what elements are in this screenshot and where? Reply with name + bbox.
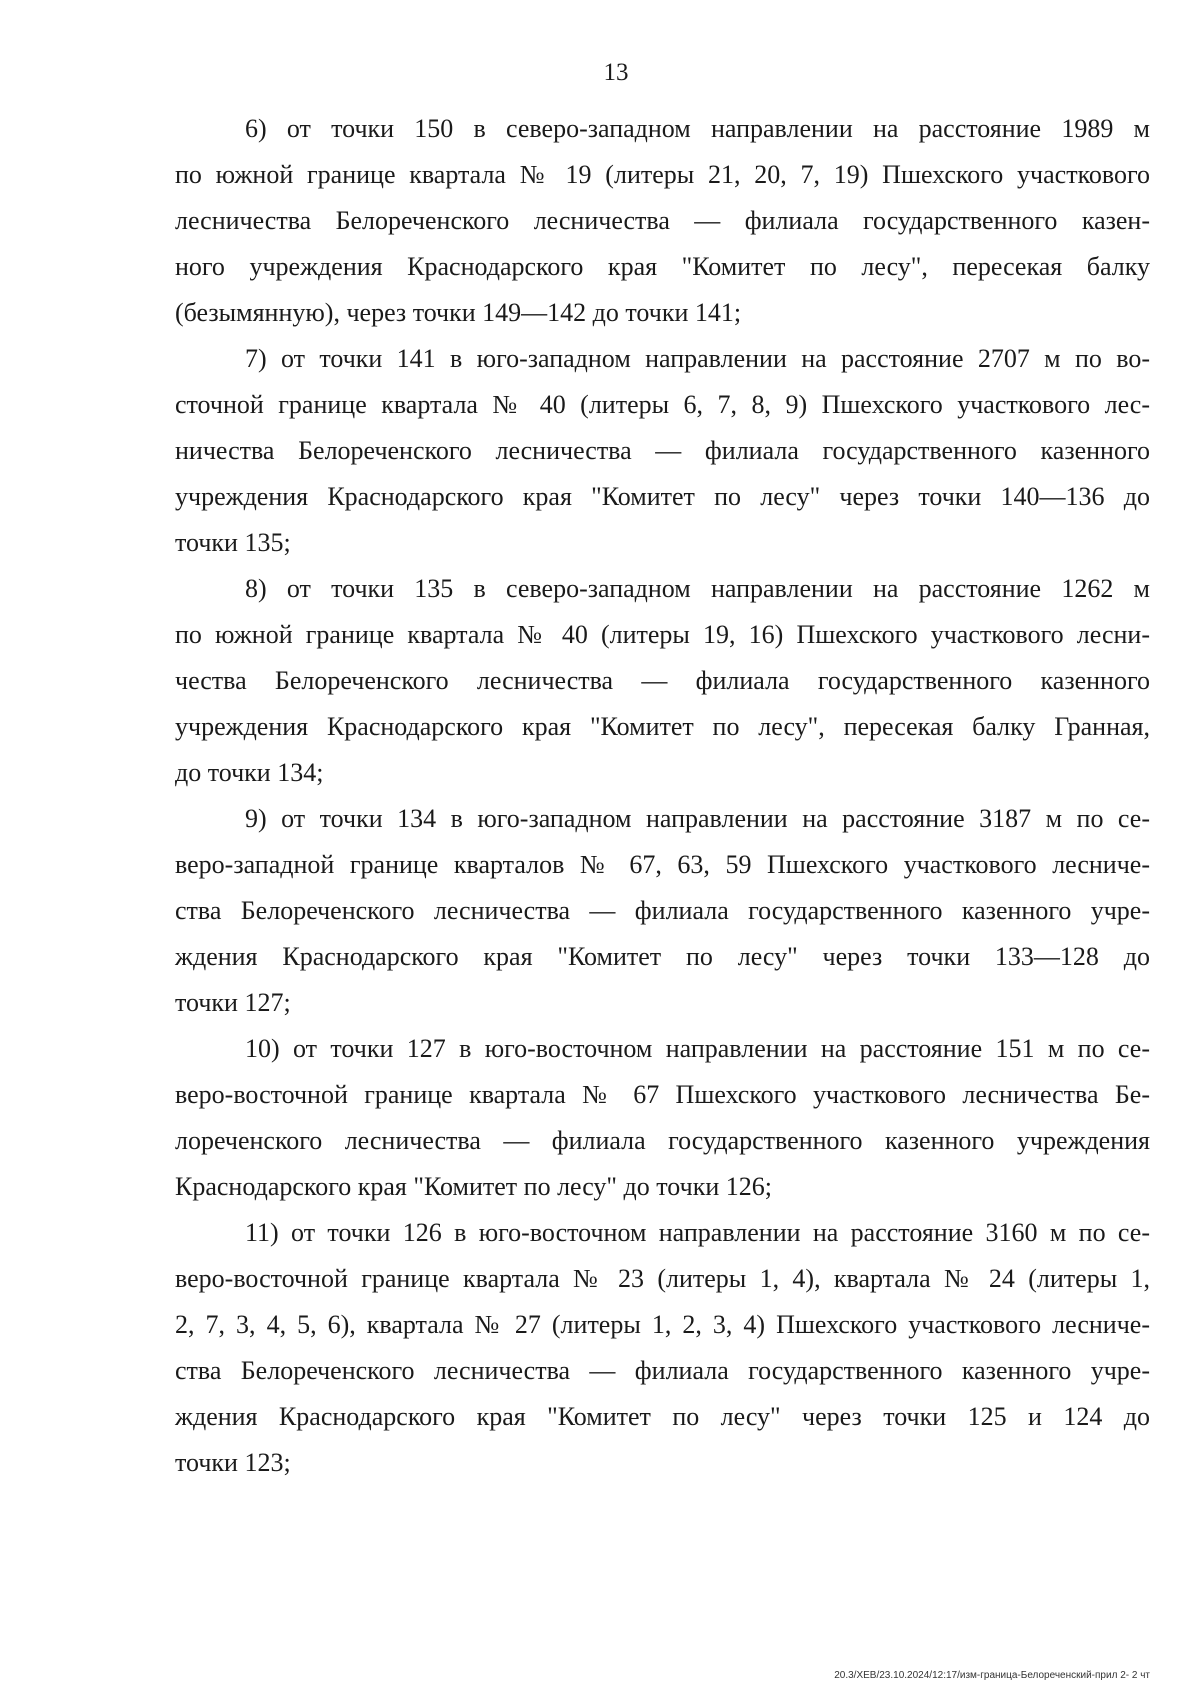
text-line: точки 127; (175, 988, 291, 1017)
text-line: ства Белореченского лесничества — филиала государственного казенного учре- (175, 896, 1150, 925)
text-line: до точки 134; (175, 758, 324, 787)
text-line: 11) от точки 126 в юго-восточном направлении на расстояние 3160 м по се- (245, 1218, 1150, 1247)
text-line: 2, 7, 3, 4, 5, 6), квартала № 27 (литеры 1, 2, 3, 4) Пшехского участкового лесниче- (175, 1310, 1150, 1339)
text-line: учреждения Краснодарского края "Комитет по лесу", пересекая балку Гранная, (175, 712, 1150, 741)
document-body (175, 106, 1150, 1486)
text-line: ждения Краснодарского края "Комитет по лесу" через точки 125 и 124 до (175, 1402, 1150, 1431)
paragraph-8 (175, 566, 1150, 796)
text-line: сточной границе квартала № 40 (литеры 6, 7, 8, 9) Пшехского участкового лес- (175, 390, 1150, 419)
text-line: ного учреждения Краснодарского края "Комитет по лесу", пересекая балку (175, 252, 1150, 281)
text-line: веро-восточной границе квартала № 23 (литеры 1, 4), квартала № 24 (литеры 1, (175, 1264, 1150, 1293)
text-line: ства Белореченского лесничества — филиала государственного казенного учре- (175, 1356, 1150, 1385)
text-line: 9) от точки 134 в юго-западном направлении на расстояние 3187 м по се- (245, 804, 1150, 833)
paragraph-6 (175, 106, 1150, 336)
paragraph-7 (175, 336, 1150, 566)
footer-file-reference: 20.3/ХЕВ/23.10.2024/12:17/изм-граница-Белореченский-прил 2- 2 чт (834, 1670, 1150, 1681)
text-line: точки 123; (175, 1448, 291, 1477)
text-line: веро-западной границе кварталов № 67, 63, 59 Пшехского участкового лесниче- (175, 850, 1150, 879)
paragraph-9 (175, 796, 1150, 1026)
text-line: по южной границе квартала № 19 (литеры 21, 20, 7, 19) Пшехского участкового (175, 160, 1150, 189)
text-line: ничества Белореченского лесничества — филиала государственного казенного (175, 436, 1150, 465)
text-line: ждения Краснодарского края "Комитет по лесу" через точки 133—128 до (175, 942, 1150, 971)
text-line: по южной границе квартала № 40 (литеры 19, 16) Пшехского участкового лесни- (175, 620, 1150, 649)
text-line: 8) от точки 135 в северо-западном направлении на расстояние 1262 м (245, 574, 1150, 603)
text-line: учреждения Краснодарского края "Комитет по лесу" через точки 140—136 до (175, 482, 1150, 511)
paragraph-10 (175, 1026, 1150, 1210)
paragraph-11 (175, 1210, 1150, 1486)
text-line: (безымянную), через точки 149—142 до точки 141; (175, 298, 742, 327)
text-line: лесничества Белореченского лесничества — филиала государственного казен- (175, 206, 1150, 235)
text-line: точки 135; (175, 528, 291, 557)
text-line: Краснодарского края "Комитет по лесу" до точки 126; (175, 1172, 772, 1201)
text-line: 7) от точки 141 в юго-западном направлении на расстояние 2707 м по во- (245, 344, 1150, 373)
text-line: веро-восточной границе квартала № 67 Пшехского участкового лесничества Бе- (175, 1080, 1150, 1109)
text-line: 6) от точки 150 в северо-западном направлении на расстояние 1989 м (245, 114, 1150, 143)
page-number: 13 (603, 59, 629, 86)
text-line: чества Белореченского лесничества — филиала государственного казенного (175, 666, 1150, 695)
text-line: лореченского лесничества — филиала государственного казенного учреждения (175, 1126, 1150, 1155)
text-line: 10) от точки 127 в юго-восточном направлении на расстояние 151 м по се- (245, 1034, 1150, 1063)
